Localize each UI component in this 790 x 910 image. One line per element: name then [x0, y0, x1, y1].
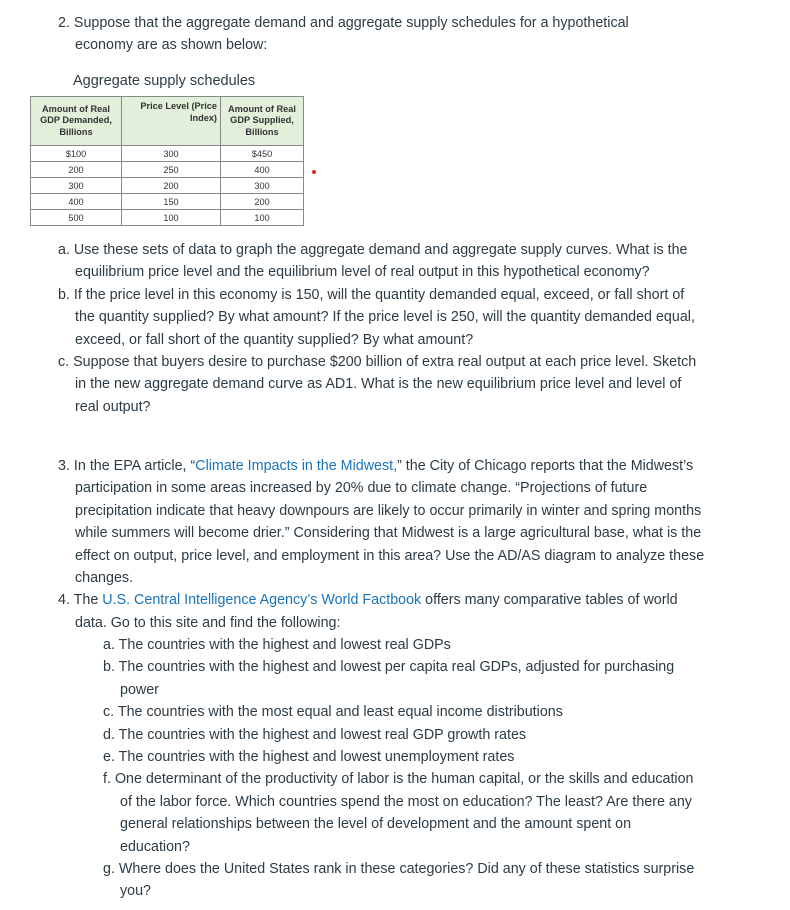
text: The	[73, 592, 103, 609]
cell: $450	[221, 146, 304, 162]
part-text: One determinant of the productivity of labor is the human capital, or the skills and education of the labor force. Which countries spend the most on education? The least? Are there any general relationships between the level of development and the amount spent on education?	[114, 771, 694, 855]
part-text: If the price level in this economy is 150, will the quantity demanded equal, exceed, or fall short of the quantity supplied? By what amount? If the price level is 250, will the quantity demanded equal, exceed, or fall short of the quantity supplied? By what amount?	[73, 286, 695, 348]
part-e	[103, 746, 703, 768]
table-row	[31, 178, 304, 194]
part-c	[58, 351, 703, 418]
red-marker-dot	[312, 170, 316, 174]
table-row	[31, 162, 304, 178]
cell: 400	[221, 162, 304, 178]
part-label: f.	[103, 771, 111, 788]
part-label: e.	[103, 749, 115, 766]
question-3	[58, 455, 706, 634]
cell: $100	[31, 146, 122, 162]
question-2-parts	[58, 239, 703, 418]
part-label: c.	[103, 704, 115, 721]
part-text: The countries with the highest and lowest real GDPs	[118, 637, 451, 653]
cell: 200	[221, 194, 304, 210]
question-4	[58, 589, 706, 634]
part-text: Suppose that buyers desire to purchase $200 billion of extra real output at each price level. Sketch in the new aggregate demand curve as AD1. What is the new equilibrium price level and level of real output?	[73, 354, 697, 415]
part-text: Where does the United States rank in these categories? Did any of these statistics surprise you?	[118, 861, 695, 900]
part-d	[103, 724, 703, 746]
cell: 500	[31, 210, 122, 226]
cell: 200	[122, 178, 221, 194]
cell: 300	[122, 146, 221, 162]
cell: 250	[122, 162, 221, 178]
part-f	[103, 768, 703, 858]
part-label: a.	[103, 637, 115, 653]
part-c	[103, 701, 703, 723]
text: offers many comparative tables of world data. Go to this site and find the following:	[75, 592, 678, 631]
part-g	[103, 858, 703, 903]
epa-article-link[interactable]: Climate Impacts in the Midwest,	[195, 458, 398, 474]
table-row	[31, 146, 304, 162]
part-label: b.	[103, 659, 115, 676]
question-2	[58, 12, 678, 57]
part-text: The countries with the most equal and least equal income distributions	[117, 704, 563, 721]
cell: 300	[221, 178, 304, 194]
cell: 300	[31, 178, 122, 194]
header-gdp-supplied: Amount of Real GDP Supplied, Billions	[221, 97, 304, 146]
part-b	[58, 284, 703, 351]
question-text: Suppose that the aggregate demand and aggregate supply schedules for a hypothetical economy are as shown below:	[73, 15, 629, 54]
cell: 200	[31, 162, 122, 178]
part-label: g.	[103, 861, 115, 878]
part-text: The countries with the highest and lowest unemployment rates	[118, 749, 515, 766]
question-number: 3.	[58, 458, 70, 474]
text: ” the City of Chicago reports that the Midwest’s participation in some areas increased by 20% due to climate change. “Projections of future precipitation indicate that heavy downpours are likely to occur primarily in winter and spring months while summers will become drier.” Considering that Midwest is a large agricultural base, what is the effect on output, price level, and employment in this area? Use the AD/AS diagram to analyze these changes.	[75, 458, 705, 587]
part-text: The countries with the highest and lowest real GDP growth rates	[118, 726, 527, 743]
cell: 100	[221, 210, 304, 226]
part-label: a.	[58, 242, 70, 258]
part-a	[103, 634, 703, 656]
cell: 150	[122, 194, 221, 210]
table-row	[31, 210, 304, 226]
world-factbook-link[interactable]: U.S. Central Intelligence Agency’s World Factbook	[102, 592, 422, 609]
cell: 100	[122, 210, 221, 226]
part-label: c.	[58, 354, 70, 371]
header-price-level: Price Level (Price Index)	[122, 97, 221, 146]
part-text: Use these sets of data to graph the aggregate demand and aggregate supply curves. What is the equilibrium price level and the equilibrium level of real output in this hypothetical economy?	[73, 242, 688, 281]
part-label: b.	[58, 286, 70, 303]
schedule-table	[30, 96, 304, 226]
table-caption: Aggregate supply schedules	[73, 73, 256, 89]
part-label: d.	[103, 726, 115, 743]
part-a	[58, 239, 703, 284]
question-number: 4.	[58, 592, 70, 609]
part-b	[103, 656, 703, 701]
cell: 400	[31, 194, 122, 210]
question-4-parts	[103, 634, 703, 903]
text: In the EPA article, “	[73, 458, 196, 474]
part-text: The countries with the highest and lowest per capita real GDPs, adjusted for purchasing power	[118, 659, 675, 698]
header-gdp-demanded: Amount of Real GDP Demanded, Billions	[31, 97, 122, 146]
table-row	[31, 194, 304, 210]
question-number: 2.	[58, 15, 70, 31]
